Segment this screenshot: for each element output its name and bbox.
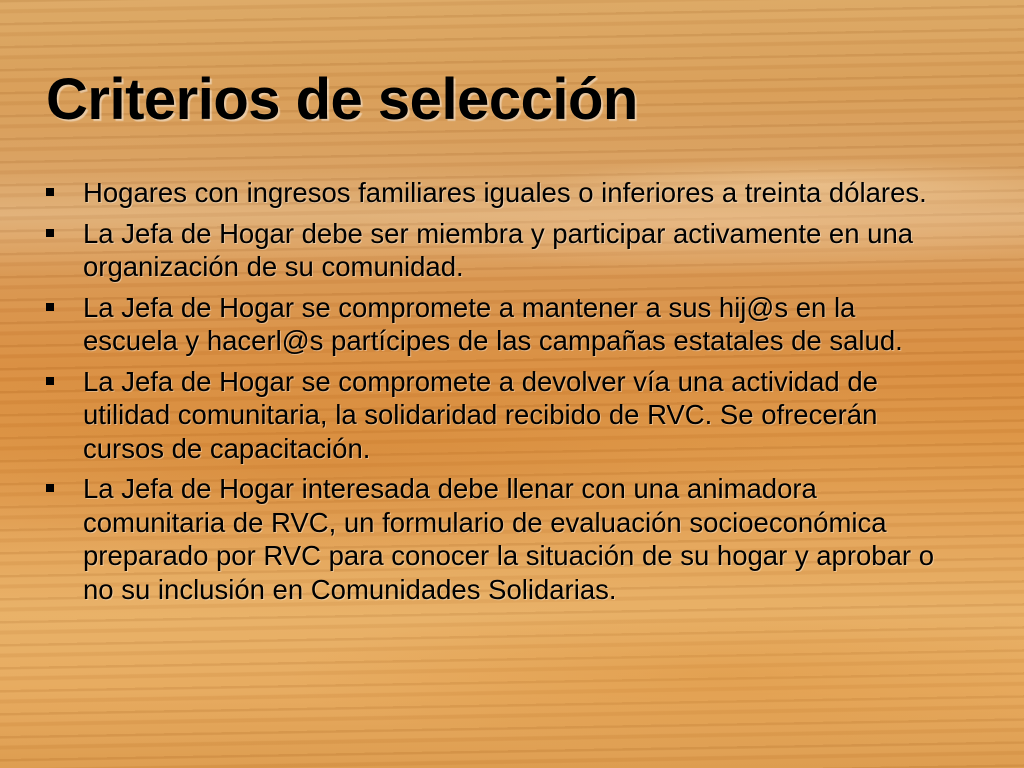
criteria-bullet-2 [46,217,956,284]
square-bullet-icon [46,377,54,385]
criteria-bullet-5 [46,472,956,606]
square-bullet-icon [46,303,54,311]
square-bullet-icon [46,188,54,196]
square-bullet-icon [46,229,54,237]
criteria-bullet-text: La Jefa de Hogar debe ser miembra y participar activamente en una organización de su comunidad. [83,217,914,282]
square-bullet-icon [46,484,54,492]
criteria-bullet-3 [46,291,956,358]
criteria-bullet-text: La Jefa de Hogar se compromete a devolver vía una actividad de utilidad comunitaria, la solidaridad recibido de RVC. Se ofrecerán cursos de capacitación. [83,365,878,464]
criteria-bullet-text: Hogares con ingresos familiares iguales o inferiores a treinta dólares. [83,177,927,208]
criteria-bullet-text: La Jefa de Hogar interesada debe llenar con una animadora comunitaria de RVC, un formulario de evaluación socioeconómica preparado por RVC para conocer la situación de su hogar y aprobar o no su inclusión en Comunidades Solidarias. [83,473,934,605]
slide-title: Criterios de selección [46,67,638,132]
criteria-bullet-text: La Jefa de Hogar se compromete a mantener a sus hij@s en la escuela y hacerl@s partícipes de las campañas estatales de salud. [83,291,903,356]
criteria-bullet-4 [46,365,956,466]
criteria-bullet-1 [46,176,956,210]
criteria-bullet-list [46,176,956,613]
